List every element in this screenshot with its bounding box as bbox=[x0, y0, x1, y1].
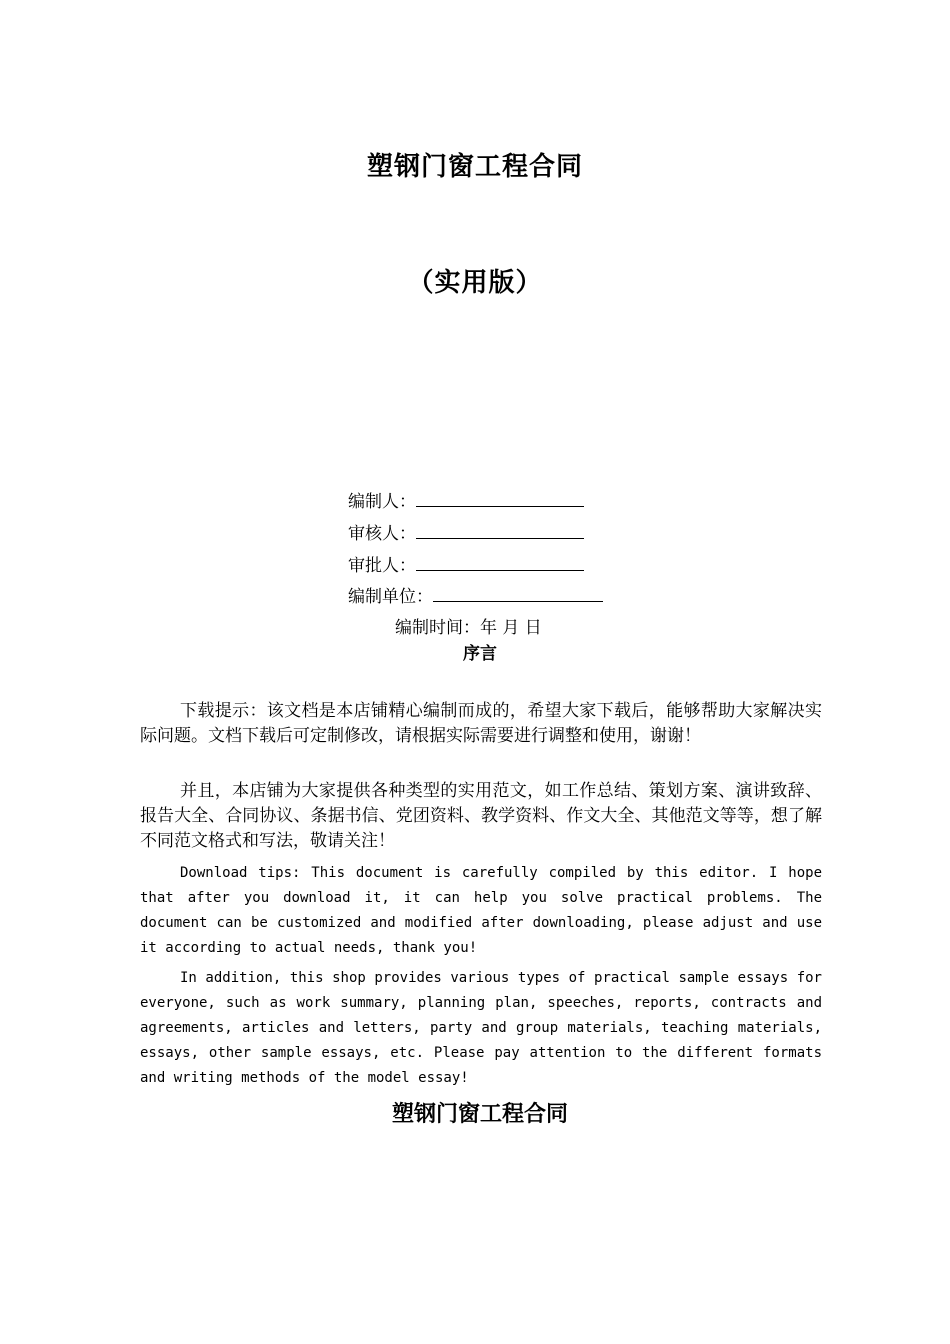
reviewer-label: 审核人： bbox=[348, 524, 416, 544]
preface-en-paragraph-2: In addition, this shop provides various types of practical sample essays for everyone, such as work summary, planning plan, speeches, reports, contracts and agreements, articles and letters, party and group materials, teaching materials, essays, other sample essays, etc. Please pay attention to the different formats and writing methods of the model essay! bbox=[140, 970, 822, 1086]
approver-blank-line bbox=[416, 556, 584, 571]
editor-label: 编制人： bbox=[348, 492, 416, 512]
time-field: 编制时间：年 月 日 bbox=[395, 618, 542, 638]
body-title: 塑钢门窗工程合同 bbox=[391, 1101, 568, 1127]
unit-field bbox=[348, 586, 603, 608]
reviewer-blank-line bbox=[416, 524, 584, 539]
unit-blank-line bbox=[433, 587, 603, 602]
editor-field bbox=[348, 491, 584, 513]
approver-label: 审批人： bbox=[348, 556, 416, 576]
approver-field bbox=[348, 555, 584, 577]
preface-cn-paragraph-2: 并且，本店铺为大家提供各种类型的实用范文，如工作总结、策划方案、演讲致辞、报告大全、合同协议、条据书信、党团资料、教学资料、作文大全、其他范文等等，想了解不同范文格式和写法，敬请关注！ bbox=[140, 781, 822, 851]
document-title: 塑钢门窗工程合同 bbox=[366, 152, 583, 182]
editor-blank-line bbox=[416, 492, 584, 507]
document-version: （实用版） bbox=[407, 268, 543, 298]
preface-cn-paragraph-1: 下载提示：该文档是本店铺精心编制而成的，希望大家下载后，能够帮助大家解决实际问题。文档下载后可定制修改，请根据实际需要进行调整和使用，谢谢！ bbox=[140, 701, 822, 746]
reviewer-field bbox=[348, 523, 584, 545]
unit-label: 编制单位： bbox=[348, 587, 433, 607]
preface-heading: 序言 bbox=[463, 644, 497, 664]
preface-en-paragraph-1: Download tips: This document is carefully compiled by this editor. I hope that after you download it, it can help you solve practical problems. The document can be customized and modified after downloading, please adjust and use it according to actual needs, thank you! bbox=[140, 865, 822, 956]
